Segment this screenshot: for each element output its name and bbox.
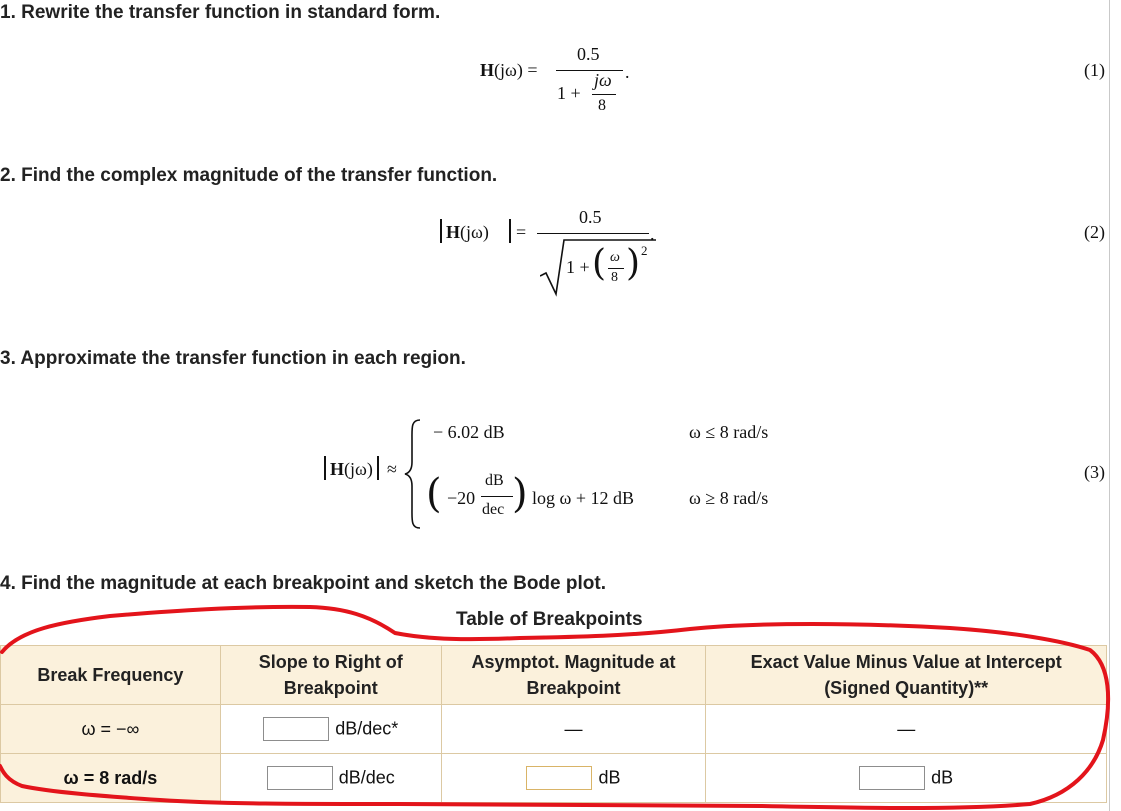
cell-slope-neg-inf <box>220 705 441 754</box>
magnitude-input-8[interactable] <box>526 766 592 790</box>
breakpoints-table <box>0 645 1107 803</box>
cell-exact-neg-inf <box>706 705 1107 754</box>
eq3-case2-unit-den: dec <box>482 501 505 518</box>
slope-unit-neg-inf: dB/dec* <box>335 718 399 739</box>
eq3-number: (3) <box>1084 462 1105 482</box>
col-header-asymptotic-magnitude: Asymptot. Magnitude at Breakpoint <box>441 646 706 705</box>
step2-heading: 2. Find the complex magnitude of the transfer function. <box>0 165 498 186</box>
col-header-exact-minus-intercept: Exact Value Minus Value at Intercept (Signed Quantity)** <box>706 646 1107 705</box>
magnitude-unit-8: dB <box>598 767 621 788</box>
magnitude-dash: — <box>564 718 583 739</box>
cell-slope-8 <box>220 754 441 803</box>
eq3-case1-condition: ω ≤ 8 rad/s <box>689 422 769 442</box>
table-row <box>1 705 1107 754</box>
step4-heading: 4. Find the magnitude at each breakpoint and sketch the Bode plot. <box>0 573 606 594</box>
row-freq-neg-inf: ω = −∞ <box>1 705 221 754</box>
eq2-one-plus: 1 + <box>566 257 590 277</box>
page-right-border <box>1109 0 1110 811</box>
eq1-number: (1) <box>1084 60 1105 80</box>
eq2-omega: ω <box>610 250 620 265</box>
cases-brace <box>403 418 425 530</box>
eq2-equals: = <box>516 222 527 242</box>
eq2-lhs: H <box>446 222 461 242</box>
eq1-denom-prefix: 1 + <box>557 83 581 103</box>
eq1-lhs-arg: (jω) = <box>494 60 538 80</box>
eq1-lhs: H <box>480 60 495 80</box>
eq1-numerator: 0.5 <box>577 44 600 64</box>
col-header-break-frequency: Break Frequency <box>1 646 221 705</box>
table-caption: Table of Breakpoints <box>456 609 643 630</box>
slope-unit-8: dB/dec <box>338 767 395 788</box>
eq1-denom-den: 8 <box>598 97 606 114</box>
eq3-case2-condition: ω ≥ 8 rad/s <box>689 488 769 508</box>
table-row <box>1 754 1107 803</box>
cell-magnitude-neg-inf <box>441 705 706 754</box>
eq3-case2-unit-num: dB <box>485 472 504 489</box>
cell-magnitude-8 <box>441 754 706 803</box>
slope-input-neg-inf[interactable] <box>263 717 329 741</box>
eq1-denom-num: jω <box>594 70 612 90</box>
exact-unit-8: dB <box>931 767 954 788</box>
eq3-case1-value: − 6.02 dB <box>433 422 505 442</box>
eq2-numerator: 0.5 <box>579 207 602 227</box>
cell-exact-8 <box>706 754 1107 803</box>
eq2-lhs-arg: (jω) <box>460 222 489 242</box>
eq3-lhs-arg: (jω) <box>344 459 373 479</box>
step1-heading: 1. Rewrite the transfer function in standard form. <box>0 2 441 23</box>
eq2-period: . <box>650 224 655 244</box>
row-freq-8: ω = 8 rad/s <box>1 754 221 803</box>
slope-input-8[interactable] <box>267 766 333 790</box>
eq3-lhs: H <box>330 459 345 479</box>
step3-heading: 3. Approximate the transfer function in each region. <box>0 348 466 369</box>
eq3-case2-coef: −20 <box>447 488 476 508</box>
eq1-period: . <box>625 62 630 82</box>
eq3-approx: ≈ <box>387 459 397 479</box>
eq2-eight: 8 <box>611 270 618 285</box>
eq3-case2-rest: log ω + 12 dB <box>532 488 635 508</box>
exact-dash: — <box>897 718 916 739</box>
exact-input-8[interactable] <box>859 766 925 790</box>
col-header-slope: Slope to Right of Breakpoint <box>220 646 441 705</box>
eq2-exponent: 2 <box>641 243 648 258</box>
table-header-row <box>1 646 1107 705</box>
eq2-number: (2) <box>1084 222 1105 242</box>
